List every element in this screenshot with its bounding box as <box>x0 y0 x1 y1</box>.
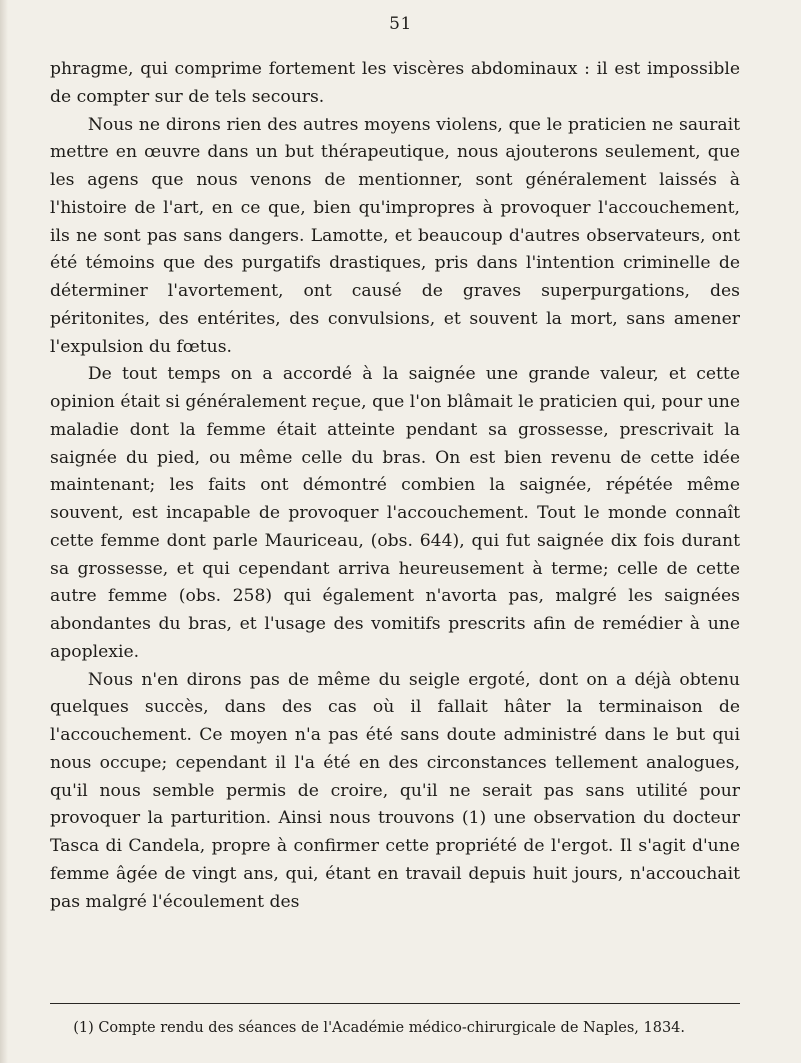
paragraph-seigle-ergote: Nous n'en dirons pas de même du seigle ergoté, dont on a déjà obtenu quelques succès, dans des cas où il fallait hâter la terminaison de l'accouchement. Ce moyen n'a pas été sans doute administré dans le but qui nous occupe; cependant il l'a été en des circonstances tellement analogues, qu'il nous semble permis de croire, qu'il ne serait pas sans utilité pour provoquer la parturition. Ainsi nous trouvons (1) une observation du docteur Tasca di Candela, propre à confirmer cette propriété de l'ergot. Il s'agit d'une femme âgée de vingt ans, qui, étant en travail depuis huit jours, n'accouchait pas malgré l'écoulement des <box>50 669 740 912</box>
paragraph-saignee: De tout temps on a accordé à la saignée une grande valeur, et cette opinion était si généralement reçue, que l'on blâmait le praticien qui, pour une maladie dont la femme était atteinte pendant sa grossesse, prescrivait la saignée du pied, ou même celle du bras. On est bien revenu de cette idée maintenant; les faits ont démontré combien la saignée, répétée même souvent, est incapable de provoquer l'accouchement. Tout le monde connaît cette femme dont parle Mauriceau, (obs. 644), qui fut saignée dix fois durant sa grossesse, et qui cependant arriva heureusement à terme; celle de cette autre femme (obs. 258) qui également n'avorta pas, malgré les saignées abondantes du bras, et l'usage des vomitifs prescrits afin de remédier à une apoplexie. <box>50 364 740 662</box>
paragraph-continuation: phragme, qui comprime fortement les viscères abdominaux : il est impossible de compter sur de tels secours. <box>50 59 740 107</box>
body-text <box>50 56 740 916</box>
page-edge-shadow <box>0 0 8 1063</box>
paragraph-moyens-violens: Nous ne dirons rien des autres moyens violens, que le praticien ne saurait mettre en œuvre dans un but thérapeutique, nous ajouterons seulement, que les agens que nous venons de mentionner, sont généralement laissés à l'histoire de l'art, en ce que, bien qu'impropres à provoquer l'accouchement, ils ne sont pas sans dangers. Lamotte, et beaucoup d'autres observateurs, ont été témoins que des purgatifs drastiques, pris dans l'intention criminelle de déterminer l'avortement, ont causé de graves superpurgations, des péritonites, des entérites, des convulsions, et souvent la mort, sans amener l'expulsion du fœtus. <box>50 114 740 357</box>
page-number: 51 <box>389 14 412 34</box>
footnote: (1) Compte rendu des séances de l'Académie médico-chirurgicale de Naples, 1834. <box>73 1020 686 1036</box>
footnote-divider <box>50 1003 740 1004</box>
